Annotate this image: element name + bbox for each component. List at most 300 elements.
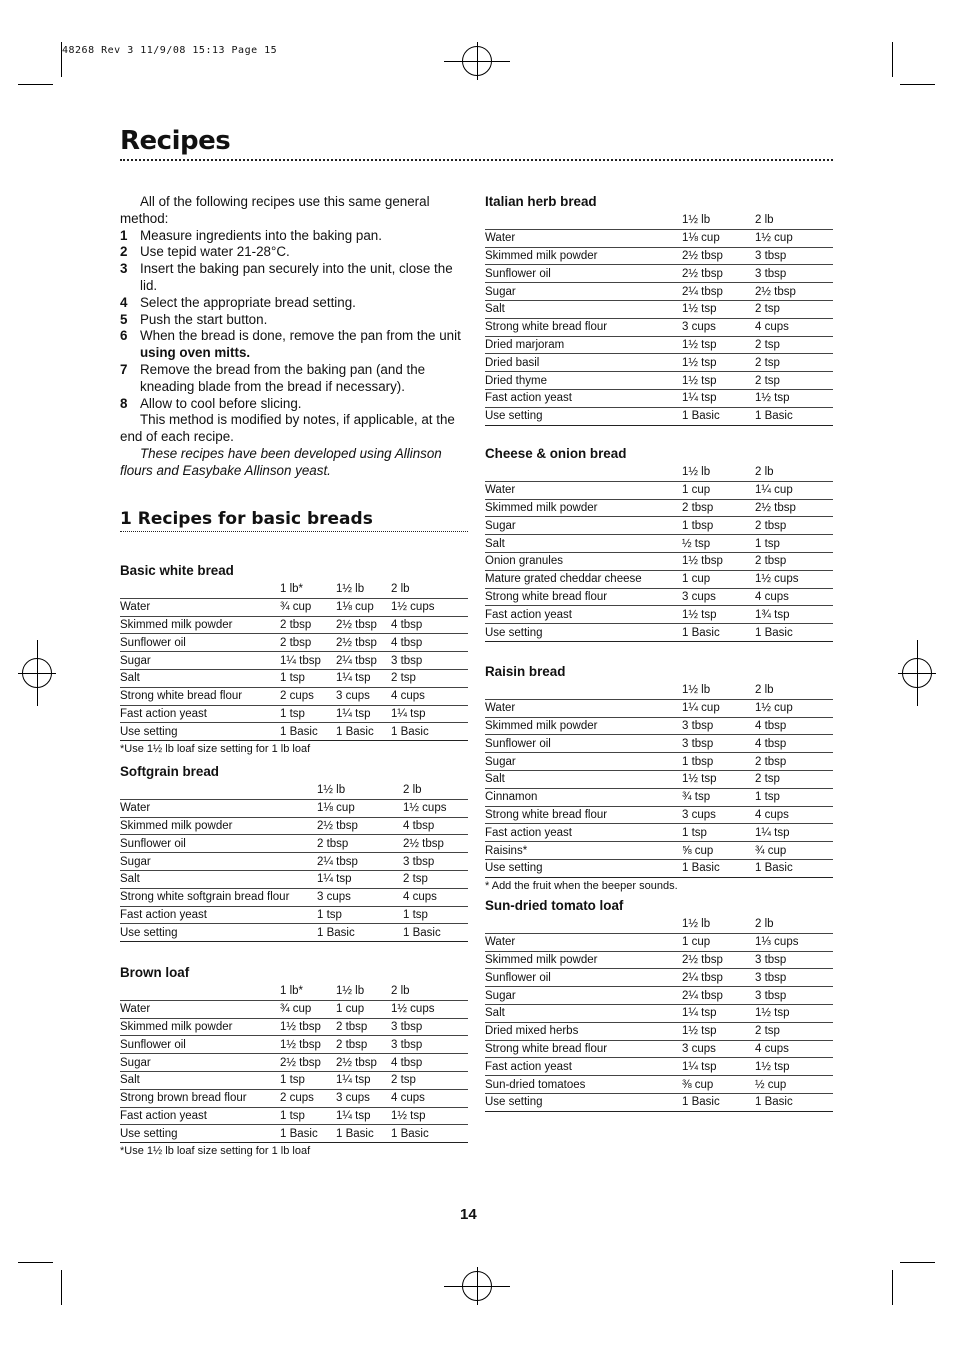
quantity-cell: 3 tbsp (682, 717, 755, 735)
ingredient-name: Sunflower oil (120, 835, 317, 853)
quantity-cell: ½ cup (755, 1076, 833, 1094)
quantity-cell: 1⅛ cup (336, 598, 391, 616)
ingredient-table (485, 212, 833, 426)
quantity-cell: 2 tsp (755, 372, 833, 390)
quantity-cell: 3 tbsp (391, 1018, 468, 1036)
quantity-cell: 2½ tbsp (317, 817, 403, 835)
table-row (120, 924, 468, 942)
quantity-cell: 2½ tbsp (682, 951, 755, 969)
table-row (485, 535, 833, 553)
table-row (485, 824, 833, 842)
quantity-cell: 1 Basic (755, 407, 833, 425)
quantity-cell: 1½ lb (682, 682, 755, 699)
recipe-title: Softgrain bread (120, 764, 219, 779)
ingredient-name: Water (485, 229, 682, 247)
quantity-cell: 2½ tbsp (755, 499, 833, 517)
ingredient-name: Dried marjoram (485, 336, 682, 354)
quantity-cell: 1 Basic (755, 1093, 833, 1111)
ingredient-name: Skimmed milk powder (120, 616, 280, 634)
table-row (120, 598, 468, 616)
quantity-cell: 3 tbsp (391, 652, 468, 670)
quantity-cell: 1½ tbsp (280, 1036, 336, 1054)
quantity-cell: 1 tsp (280, 705, 336, 723)
quantity-cell: 2½ tbsp (336, 1054, 391, 1072)
quantity-cell: 2½ tbsp (682, 247, 755, 265)
quantity-cell: 4 tbsp (391, 1054, 468, 1072)
ingredient-table (120, 983, 468, 1143)
quantity-cell: 2 tbsp (682, 499, 755, 517)
quantity-cell: 1¼ tbsp (280, 652, 336, 670)
quantity-cell: 1⅛ cup (682, 229, 755, 247)
ingredient-name: Use setting (120, 723, 280, 741)
quantity-cell: 1½ cup (755, 229, 833, 247)
ingredient-name: Skimmed milk powder (485, 499, 682, 517)
table-row (120, 1036, 468, 1054)
quantity-cell: 2½ tbsp (336, 634, 391, 652)
quantity-cell: 1½ lb (682, 916, 755, 933)
recipe-brown-loaf (120, 965, 468, 1157)
quantity-cell: 3 tbsp (755, 265, 833, 283)
quantity-cell: 1½ lb (682, 464, 755, 481)
quantity-cell: 1¼ tsp (336, 669, 391, 687)
quantity-cell: 3 cups (336, 687, 391, 705)
table-row (120, 870, 468, 888)
table-row (120, 652, 468, 670)
quantity-cell: ¾ tsp (682, 788, 755, 806)
recipe-title: Raisin bread (485, 664, 566, 679)
quantity-cell: 4 tbsp (391, 634, 468, 652)
ingredient-name: Skimmed milk powder (120, 817, 317, 835)
quantity-cell: 3 tbsp (755, 987, 833, 1005)
ingredient-name: Dried mixed herbs (485, 1022, 682, 1040)
quantity-cell: 1 Basic (755, 624, 833, 642)
ingredient-name: Strong brown bread flour (120, 1089, 280, 1107)
table-row (120, 906, 468, 924)
quantity-cell: 2 tsp (755, 354, 833, 372)
quantity-cell: 2¼ tbsp (682, 969, 755, 987)
quantity-cell: 1½ lb (682, 212, 755, 229)
table-row (485, 372, 833, 390)
quantity-cell: 1¼ tsp (391, 705, 468, 723)
quantity-cell: 1 lb* (280, 983, 336, 1000)
quantity-cell: 1½ cups (391, 1000, 468, 1018)
quantity-cell: ¾ cup (280, 1000, 336, 1018)
quantity-cell: 1½ tsp (755, 1004, 833, 1022)
quantity-cell: 1¼ tsp (336, 705, 391, 723)
recipe-italian-herb-bread (485, 194, 833, 426)
title-divider (120, 159, 833, 161)
table-row (120, 1071, 468, 1089)
quantity-cell: 1½ tsp (755, 389, 833, 407)
quantity-cell: 1 tsp (280, 1107, 336, 1125)
ingredient-name: Sunflower oil (485, 969, 682, 987)
quantity-cell: 2 lb (755, 212, 833, 229)
table-header-row (120, 581, 468, 598)
quantity-cell: 1½ tsp (682, 1022, 755, 1040)
table-header-row (120, 983, 468, 1000)
ingredient-name: Salt (485, 535, 682, 553)
table-row (485, 1040, 833, 1058)
table-row (485, 354, 833, 372)
quantity-cell: 1¼ tsp (682, 1058, 755, 1076)
quantity-cell: 2 cups (280, 687, 336, 705)
quantity-cell: 2 tbsp (755, 517, 833, 535)
table-row (485, 336, 833, 354)
ingredient-name: Fast action yeast (120, 1107, 280, 1125)
table-header-row (485, 916, 833, 933)
ingredient-name: Fast action yeast (120, 906, 317, 924)
quantity-cell: 3 tbsp (682, 735, 755, 753)
quantity-cell: 1½ cups (391, 598, 468, 616)
table-row (120, 1054, 468, 1072)
quantity-cell: 1 Basic (682, 624, 755, 642)
table-header-row (120, 782, 468, 799)
ingredient-name: Fast action yeast (485, 824, 682, 842)
quantity-cell: 1½ lb (336, 983, 391, 1000)
ingredient-name: Sunflower oil (120, 634, 280, 652)
table-row (485, 717, 833, 735)
quantity-cell: 1¼ tsp (336, 1071, 391, 1089)
quantity-cell: 1 tsp (280, 669, 336, 687)
ingredient-name: Sunflower oil (485, 735, 682, 753)
quantity-cell: 1 lb* (280, 581, 336, 598)
table-header-row (485, 682, 833, 699)
table-header-row (485, 464, 833, 481)
quantity-cell: 1½ tsp (682, 770, 755, 788)
recipe-title: Cheese & onion bread (485, 446, 627, 461)
ingredient-name: Sugar (120, 652, 280, 670)
quantity-cell: 2½ tbsp (280, 1054, 336, 1072)
ingredient-name: Sunflower oil (485, 265, 682, 283)
table-row (485, 407, 833, 425)
method-step: 8 Allow to cool before slicing. (120, 395, 302, 411)
table-row (485, 318, 833, 336)
table-row (120, 723, 468, 741)
quantity-cell: 3 cups (336, 1089, 391, 1107)
quantity-cell: 2 tbsp (755, 552, 833, 570)
quantity-cell: 2 tsp (755, 1022, 833, 1040)
quantity-cell: 2 tbsp (280, 616, 336, 634)
table-row (485, 699, 833, 717)
recipe-title: Basic white bread (120, 563, 234, 578)
quantity-cell: 2 lb (403, 782, 468, 799)
table-row (485, 933, 833, 951)
quantity-cell: 1 tsp (403, 906, 468, 924)
quantity-cell: 2½ tbsp (336, 616, 391, 634)
ingredient-name: Dried basil (485, 354, 682, 372)
quantity-cell: 3 tbsp (755, 969, 833, 987)
quantity-cell: ¾ cup (755, 842, 833, 860)
quantity-cell: 4 cups (391, 1089, 468, 1107)
table-row (120, 687, 468, 705)
ingredient-name: Strong white softgrain bread flour (120, 888, 317, 906)
quantity-cell: 1 cup (682, 481, 755, 499)
ingredient-name: Sun-dried tomatoes (485, 1076, 682, 1094)
quantity-cell: 1½ cups (403, 799, 468, 817)
quantity-cell: 2½ tbsp (403, 835, 468, 853)
table-row (485, 481, 833, 499)
ingredient-name: Use setting (485, 859, 682, 877)
table-row (120, 705, 468, 723)
table-row (485, 552, 833, 570)
quantity-cell: 1½ lb (317, 782, 403, 799)
table-row (485, 842, 833, 860)
quantity-cell: 2 tbsp (336, 1036, 391, 1054)
table-row (485, 859, 833, 877)
ingredient-name (485, 682, 682, 699)
ingredient-table (485, 916, 833, 1112)
table-row (120, 817, 468, 835)
method-step: 5 Push the start button. (120, 311, 268, 327)
table-row (485, 753, 833, 771)
quantity-cell: 4 cups (755, 806, 833, 824)
ingredient-name: Sunflower oil (120, 1036, 280, 1054)
table-row (120, 1125, 468, 1143)
quantity-cell: 1 tbsp (682, 517, 755, 535)
quantity-cell: 2 tbsp (336, 1018, 391, 1036)
quantity-cell: 1¾ tsp (755, 606, 833, 624)
table-row (485, 265, 833, 283)
quantity-cell: 3 cups (682, 1040, 755, 1058)
table-row (120, 835, 468, 853)
method-modified-note: This method is modified by notes, if applicable, at the end of each recipe. (120, 412, 455, 445)
method-step: 1 Measure ingredients into the baking pan. (120, 227, 382, 243)
quantity-cell: 1 Basic (336, 1125, 391, 1143)
recipe-title: Sun-dried tomato loaf (485, 898, 624, 913)
recipe-softgrain-bread (120, 764, 468, 942)
intro-lead: All of the following recipes use this same general method: (120, 194, 430, 226)
crop-mark (61, 1270, 62, 1305)
ingredient-name: Sugar (120, 853, 317, 871)
ingredient-name: Water (120, 799, 317, 817)
quantity-cell: 2½ tbsp (755, 283, 833, 301)
ingredient-name: Dried thyme (485, 372, 682, 390)
quantity-cell: 1¼ cup (682, 699, 755, 717)
quantity-cell: 1½ tsp (682, 336, 755, 354)
table-row (485, 806, 833, 824)
quantity-cell: 3 tbsp (755, 951, 833, 969)
table-row (485, 788, 833, 806)
ingredient-name: Strong white bread flour (485, 588, 682, 606)
crop-mark (900, 84, 935, 85)
quantity-cell: 1½ tsp (682, 606, 755, 624)
quantity-cell: 2 tsp (403, 870, 468, 888)
quantity-cell: 1½ tbsp (682, 552, 755, 570)
method-step: 6 When the bread is done, remove the pan from the unit using oven mitts. (120, 328, 461, 361)
ingredient-name: Use setting (120, 924, 317, 942)
ingredient-name: Sugar (485, 283, 682, 301)
quantity-cell: 3 cups (317, 888, 403, 906)
quantity-cell: 3 tbsp (403, 853, 468, 871)
table-row (485, 1004, 833, 1022)
ingredient-name: Fast action yeast (120, 705, 280, 723)
table-row (120, 853, 468, 871)
quantity-cell: 3 tbsp (391, 1036, 468, 1054)
ingredient-name (485, 464, 682, 481)
recipe-cheese-onion-bread (485, 446, 833, 642)
quantity-cell: 2 tsp (755, 770, 833, 788)
crop-mark (900, 1262, 935, 1263)
ingredient-name: Strong white bread flour (120, 687, 280, 705)
quantity-cell: 1½ tsp (391, 1107, 468, 1125)
recipe-footnote: *Use 1½ lb loaf size setting for 1 lb loaf (120, 743, 311, 756)
quantity-cell: 4 cups (391, 687, 468, 705)
table-row (485, 389, 833, 407)
table-row (485, 987, 833, 1005)
quantity-cell: 1 Basic (403, 924, 468, 942)
ingredient-name: Raisins* (485, 842, 682, 860)
quantity-cell: 2 tsp (755, 336, 833, 354)
ingredient-name: Use setting (485, 407, 682, 425)
table-row (485, 247, 833, 265)
ingredient-name: Fast action yeast (485, 1058, 682, 1076)
ingredient-name: Salt (120, 1071, 280, 1089)
quantity-cell: 1½ lb (336, 581, 391, 598)
ingredient-name: Salt (120, 669, 280, 687)
quantity-cell: 2¼ tbsp (682, 283, 755, 301)
quantity-cell: 2¼ tbsp (336, 652, 391, 670)
table-row (485, 1093, 833, 1111)
recipe-footnote: *Use 1½ lb loaf size setting for 1 lb loaf (120, 1145, 311, 1158)
table-row (485, 770, 833, 788)
table-row (120, 1018, 468, 1036)
table-row (485, 1022, 833, 1040)
recipe-basic-white-bread (120, 563, 468, 755)
table-row (485, 1076, 833, 1094)
recipe-title: Italian herb bread (485, 194, 597, 209)
table-row (485, 735, 833, 753)
ingredient-name: Skimmed milk powder (485, 247, 682, 265)
quantity-cell: 2 tsp (391, 1071, 468, 1089)
quantity-cell: 2 tbsp (317, 835, 403, 853)
method-step: 7 Remove the bread from the baking pan (and the kneading blade from the bread if necessary). (120, 361, 426, 394)
quantity-cell: 4 tbsp (403, 817, 468, 835)
ingredient-name: Skimmed milk powder (485, 951, 682, 969)
ingredient-name: Use setting (485, 1093, 682, 1111)
crop-mark (18, 1262, 53, 1263)
ingredient-name: Skimmed milk powder (120, 1018, 280, 1036)
ingredient-name: Sugar (485, 987, 682, 1005)
table-row (485, 499, 833, 517)
quantity-cell: ¾ cup (280, 598, 336, 616)
page-number: 14 (460, 1206, 477, 1223)
quantity-cell: 1¼ tsp (682, 389, 755, 407)
method-step: 2 Use tepid water 21-28°C. (120, 244, 290, 260)
quantity-cell: 2 tsp (755, 300, 833, 318)
quantity-cell: 1½ tsp (682, 300, 755, 318)
method-intro (120, 194, 465, 480)
ingredient-name: Use setting (485, 624, 682, 642)
quantity-cell: ⅜ cup (682, 1076, 755, 1094)
ingredient-name (120, 782, 317, 799)
quantity-cell: 1⅛ cup (317, 799, 403, 817)
ingredient-name: Onion granules (485, 552, 682, 570)
ingredient-name (120, 581, 280, 598)
quantity-cell: 4 cups (755, 588, 833, 606)
page-title: Recipes (120, 126, 231, 156)
quantity-cell: 4 cups (403, 888, 468, 906)
quantity-cell: 1 tsp (682, 824, 755, 842)
table-row (485, 1058, 833, 1076)
ingredient-name: Water (485, 481, 682, 499)
ingredient-name: Sugar (120, 1054, 280, 1072)
quantity-cell: 4 tbsp (391, 616, 468, 634)
ingredient-name: Strong white bread flour (485, 318, 682, 336)
table-row (485, 283, 833, 301)
recipe-sun-dried-tomato-loaf (485, 898, 833, 1112)
quantity-cell: 1 Basic (317, 924, 403, 942)
quantity-cell: 1½ tsp (682, 372, 755, 390)
table-row (485, 517, 833, 535)
table-row (120, 1000, 468, 1018)
quantity-cell: 2 lb (755, 682, 833, 699)
method-steps (120, 228, 465, 413)
quantity-cell: 1¼ cup (755, 481, 833, 499)
ingredient-name: Sugar (485, 517, 682, 535)
table-row (485, 951, 833, 969)
quantity-cell: 1 Basic (755, 859, 833, 877)
quantity-cell: ½ tsp (682, 535, 755, 553)
table-row (485, 570, 833, 588)
quantity-cell: 1⅓ cups (755, 933, 833, 951)
crop-mark (18, 84, 53, 85)
table-row (485, 606, 833, 624)
ingredient-name: Salt (120, 870, 317, 888)
ingredient-name: Skimmed milk powder (485, 717, 682, 735)
quantity-cell: 1 Basic (682, 407, 755, 425)
quantity-cell: 1 tbsp (682, 753, 755, 771)
section-divider (120, 531, 468, 532)
ingredient-name: Water (485, 699, 682, 717)
quantity-cell: 1½ tsp (755, 1058, 833, 1076)
method-step: 3 Insert the baking pan securely into the unit, close the lid. (120, 261, 453, 293)
quantity-cell: 2 lb (755, 464, 833, 481)
table-row (120, 669, 468, 687)
quantity-cell: 1 Basic (336, 723, 391, 741)
table-row (485, 300, 833, 318)
quantity-cell: 3 tbsp (755, 247, 833, 265)
quantity-cell: 3 cups (682, 318, 755, 336)
quantity-cell: 1 tsp (317, 906, 403, 924)
quantity-cell: 2 tsp (391, 669, 468, 687)
quantity-cell: 1 tsp (280, 1071, 336, 1089)
quantity-cell: 3 cups (682, 588, 755, 606)
ingredient-table (485, 464, 833, 642)
quantity-cell: 1 Basic (280, 723, 336, 741)
quantity-cell: 1½ tbsp (280, 1018, 336, 1036)
recipe-raisin-bread (485, 664, 833, 892)
ingredient-name: Salt (485, 300, 682, 318)
quantity-cell: ⅝ cup (682, 842, 755, 860)
quantity-cell: 1 cup (682, 570, 755, 588)
quantity-cell: 1 Basic (391, 723, 468, 741)
quantity-cell: 1 Basic (682, 1093, 755, 1111)
quantity-cell: 1 cup (336, 1000, 391, 1018)
ingredient-name: Sugar (485, 753, 682, 771)
table-row (485, 588, 833, 606)
quantity-cell: 1¼ tsp (317, 870, 403, 888)
quantity-cell: 1 Basic (682, 859, 755, 877)
table-row (120, 1089, 468, 1107)
quantity-cell: 4 tbsp (755, 735, 833, 753)
ingredient-name: Strong white bread flour (485, 806, 682, 824)
ingredient-name (485, 212, 682, 229)
quantity-cell: 1½ tsp (682, 354, 755, 372)
ingredient-table (120, 581, 468, 741)
quantity-cell: 4 cups (755, 1040, 833, 1058)
quantity-cell: 4 tbsp (755, 717, 833, 735)
quantity-cell: 2 tbsp (280, 634, 336, 652)
